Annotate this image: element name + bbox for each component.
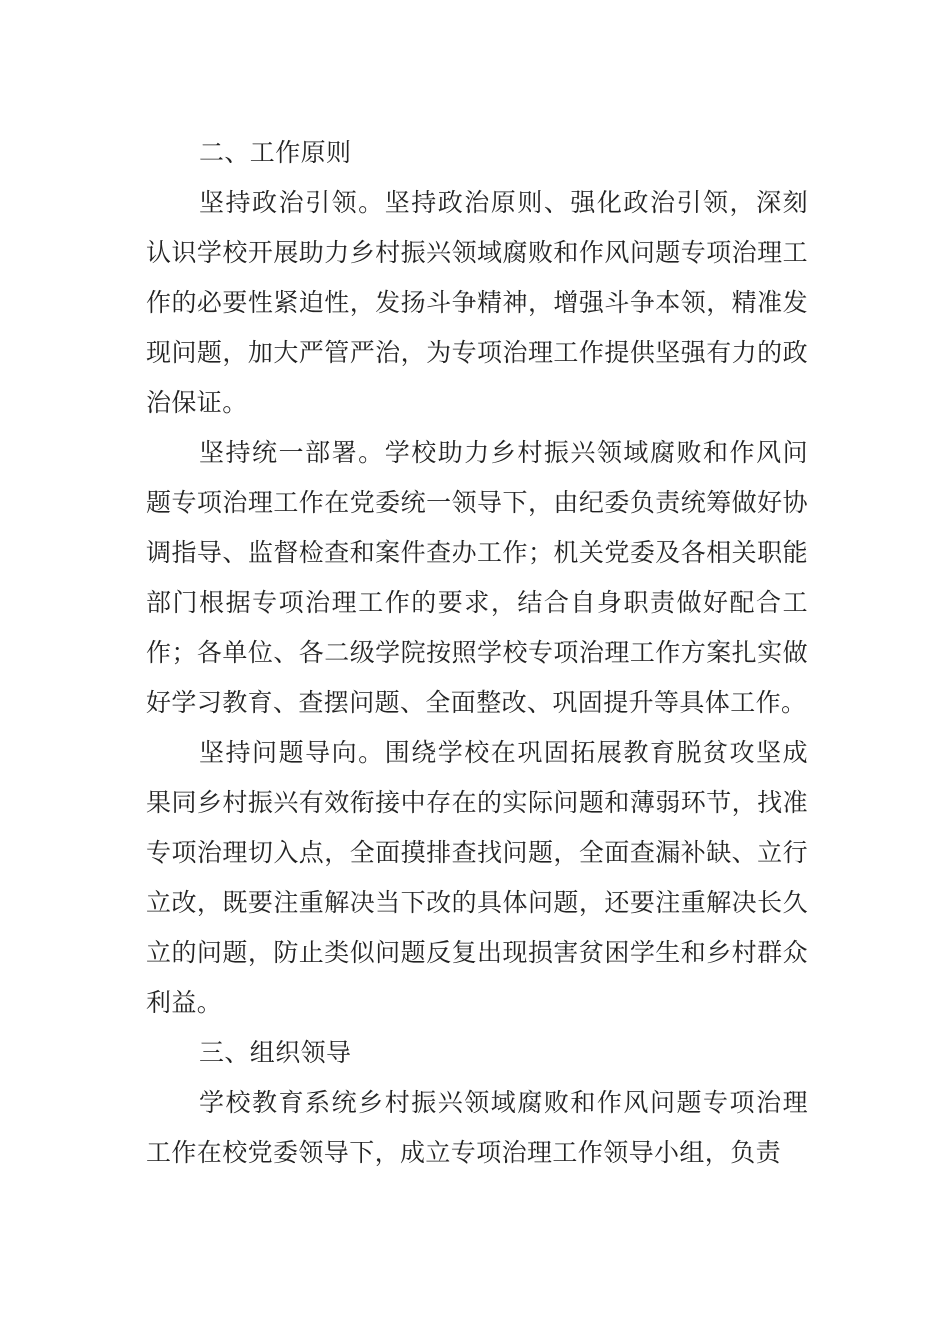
paragraph-political-leadership: 坚持政治引领。坚持政治原则、强化政治引领，深刻认识学校开展助力乡村振兴领域腐败和作风问题专项治理工作的必要性紧迫性，发扬斗争精神，增强斗争本领，精准发现问题，加大严管严治，为专项治理工作提供坚强有力的政治保证。 <box>146 188 808 417</box>
paragraph-leading-group: 学校教育系统乡村振兴领域腐败和作风问题专项治理工作在校党委领导下，成立专项治理工作领导小组，负责 <box>146 1088 808 1167</box>
paragraph-problem-orientation: 坚持问题导向。围绕学校在巩固拓展教育脱贫攻坚成果同乡村振兴有效衔接中存在的实际问题和薄弱环节，找准专项治理切入点，全面摸排查找问题，全面查漏补缺、立行立改，既要注重解决当下改的具体问题，还要注重解决长久立的问题，防止类似问题反复出现损害贫困学生和乡村群众利益。 <box>146 738 808 1017</box>
document-body <box>146 128 808 1178</box>
paragraph-unified-deployment: 坚持统一部署。学校助力乡村振兴领域腐败和作风问题专项治理工作在党委统一领导下，由纪委负责统筹做好协调指导、监督检查和案件查办工作；机关党委及各相关职能部门根据专项治理工作的要求，结合自身职责做好配合工作；各单位、各二级学院按照学校专项治理工作方案扎实做好学习教育、查摆问题、全面整改、巩固提升等具体工作。 <box>146 438 808 717</box>
section-heading-work-principles: 二、工作原则 <box>199 138 352 167</box>
section-heading-organization-leadership: 三、组织领导 <box>199 1038 352 1067</box>
